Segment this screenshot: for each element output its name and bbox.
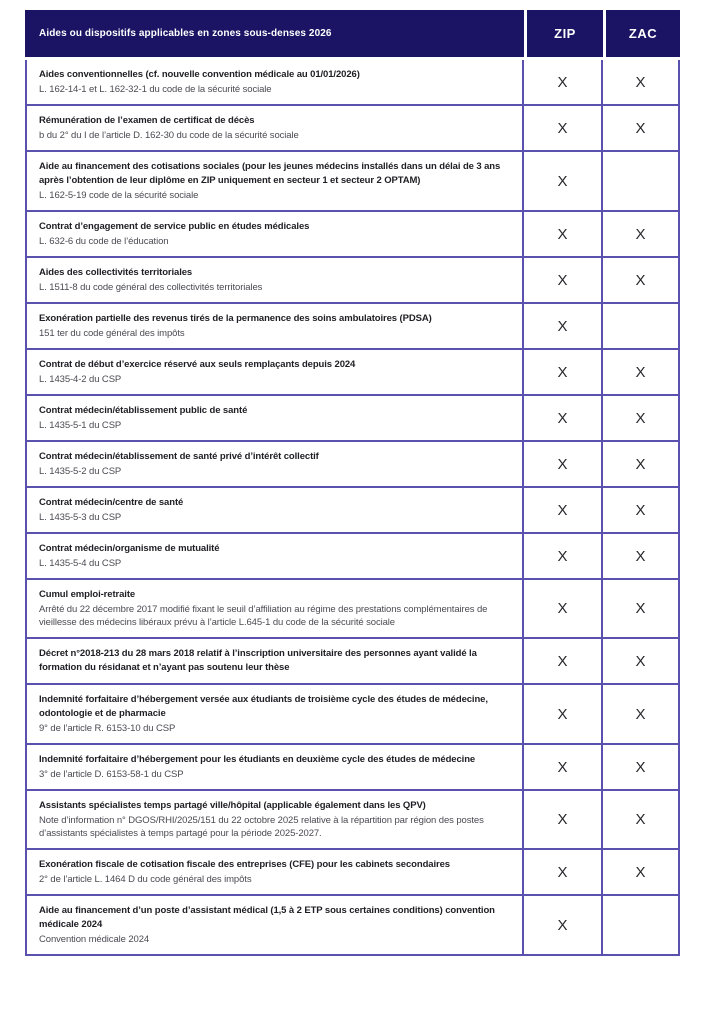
table-row: [27, 578, 678, 637]
aid-reference: 151 ter du code général des impôts: [39, 328, 185, 339]
zip-cell: X: [522, 258, 601, 302]
zac-cell: X: [601, 488, 678, 532]
aid-reference: L. 1435-5-2 du CSP: [39, 466, 122, 477]
aid-reference: L. 162-14-1 et L. 162-32-1 du code de la sécurité sociale: [39, 84, 272, 95]
zip-cell: X: [522, 442, 601, 486]
zac-cell: [601, 896, 678, 954]
table-body: [25, 60, 680, 956]
aid-title: Contrat médecin/établissement public de santé: [39, 405, 248, 416]
aid-reference: L. 632-6 du code de l’éducation: [39, 236, 169, 247]
table-row: [27, 348, 678, 394]
aid-reference: 2° de l’article L. 1464 D du code général des impôts: [39, 874, 252, 885]
zac-cell: X: [601, 60, 678, 104]
zac-cell: X: [601, 534, 678, 578]
zip-cell: X: [522, 745, 601, 789]
aid-title: Aide au financement d’un poste d’assistant médical (1,5 à 2 ETP sous certaines conditions) convention médicale 2024: [39, 905, 495, 930]
zac-cell: X: [601, 258, 678, 302]
zac-cell: [601, 304, 678, 348]
aid-title: Contrat médecin/établissement de santé privé d’intérêt collectif: [39, 451, 319, 462]
aid-cell: [27, 396, 522, 440]
zac-cell: X: [601, 442, 678, 486]
aid-cell: [27, 152, 522, 210]
table-row: [27, 394, 678, 440]
zip-cell: X: [522, 580, 601, 637]
zip-cell: X: [522, 152, 601, 210]
aid-cell: [27, 60, 522, 104]
table-row: [27, 637, 678, 683]
table-row: [27, 743, 678, 789]
zip-cell: X: [522, 106, 601, 150]
table-row: [27, 302, 678, 348]
table-row: [27, 848, 678, 894]
aid-reference: Arrêté du 22 décembre 2017 modifié fixant le seuil d’affiliation au régime des prestations complémentaires de vieillesse des médecins libéraux prévu à l’article L.645-1 du code de la sécurité sociale: [39, 604, 488, 628]
aid-reference: L. 1435-5-4 du CSP: [39, 558, 122, 569]
aid-title: Décret n°2018-213 du 28 mars 2018 relatif à l’inscription universitaire des personnes ayant validé la formation du résidanat et n’ayant pas soutenu leur thèse: [39, 648, 477, 673]
zip-cell: X: [522, 304, 601, 348]
aid-cell: [27, 212, 522, 256]
zac-cell: X: [601, 850, 678, 894]
zip-cell: X: [522, 212, 601, 256]
aid-title: Contrat médecin/organisme de mutualité: [39, 543, 220, 554]
aid-reference: L. 1435-5-1 du CSP: [39, 420, 122, 431]
zip-cell: X: [522, 350, 601, 394]
zac-cell: X: [601, 639, 678, 683]
aid-reference: 9° de l’article R. 6153-10 du CSP: [39, 723, 176, 734]
aid-title: Cumul emploi-retraite: [39, 589, 136, 600]
table-row: [27, 60, 678, 104]
aid-cell: [27, 791, 522, 848]
table-row: [27, 894, 678, 954]
aid-title: Exonération partielle des revenus tirés de la permanence des soins ambulatoires (PDSA): [39, 313, 432, 324]
table-row: [27, 683, 678, 743]
aid-cell: [27, 488, 522, 532]
aid-reference: L. 1511-8 du code général des collectivités territoriales: [39, 282, 263, 293]
aid-title: Indemnité forfaitaire d’hébergement pour les étudiants en deuxième cycle des études de médecine: [39, 754, 476, 765]
zac-cell: X: [601, 745, 678, 789]
zip-cell: X: [522, 639, 601, 683]
aid-title: Rémunération de l’examen de certificat de décès: [39, 115, 255, 126]
aid-cell: [27, 304, 522, 348]
zac-cell: X: [601, 580, 678, 637]
aid-cell: [27, 639, 522, 683]
table-row: [27, 486, 678, 532]
zac-cell: X: [601, 685, 678, 743]
zip-cell: X: [522, 534, 601, 578]
table-row: [27, 256, 678, 302]
table-row: [27, 789, 678, 848]
aid-title: Indemnité forfaitaire d’hébergement versée aux étudiants de troisième cycle des études de médecine, odontologie et de pharmacie: [39, 694, 488, 719]
aid-title: Contrat de début d’exercice réservé aux seuls remplaçants depuis 2024: [39, 359, 356, 370]
zip-cell: X: [522, 685, 601, 743]
header-title: Aides ou dispositifs applicables en zones sous-denses 2026: [39, 28, 332, 39]
aid-reference: b du 2° du I de l’article D. 162-30 du code de la sécurité sociale: [39, 130, 299, 141]
aid-cell: [27, 258, 522, 302]
aid-cell: [27, 350, 522, 394]
zac-cell: X: [601, 212, 678, 256]
header-col-zac: ZAC: [603, 10, 680, 57]
aid-cell: [27, 685, 522, 743]
zip-cell: X: [522, 488, 601, 532]
aid-title: Exonération fiscale de cotisation fiscale des entreprises (CFE) pour les cabinets secondaires: [39, 859, 450, 870]
aid-cell: [27, 534, 522, 578]
aids-table: [25, 10, 680, 956]
zip-cell: X: [522, 60, 601, 104]
zac-cell: X: [601, 106, 678, 150]
zip-cell: X: [522, 896, 601, 954]
aid-cell: [27, 442, 522, 486]
aid-title: Aides conventionnelles (cf. nouvelle convention médicale au 01/01/2026): [39, 69, 360, 80]
aid-title: Contrat médecin/centre de santé: [39, 497, 184, 508]
zip-cell: X: [522, 396, 601, 440]
table-row: [27, 440, 678, 486]
zip-cell: X: [522, 791, 601, 848]
aid-cell: [27, 850, 522, 894]
header-col-zip: ZIP: [524, 10, 603, 57]
aid-title: Assistants spécialistes temps partagé ville/hôpital (applicable également dans les QPV): [39, 800, 426, 811]
aid-reference: L. 1435-5-3 du CSP: [39, 512, 122, 523]
aid-title: Aide au financement des cotisations sociales (pour les jeunes médecins installés dans un délai de 3 ans après l’obtention de leur diplôme en ZIP uniquement en secteur 1 et secteur 2 OPTAM): [39, 161, 501, 186]
zac-cell: [601, 152, 678, 210]
zac-cell: X: [601, 791, 678, 848]
aid-reference: Convention médicale 2024: [39, 934, 150, 945]
zac-cell: X: [601, 350, 678, 394]
aid-reference: L. 162-5-19 code de la sécurité sociale: [39, 190, 199, 201]
table-row: [27, 150, 678, 210]
table-row: [27, 104, 678, 150]
aid-cell: [27, 745, 522, 789]
table-header-row: [25, 10, 680, 57]
aid-cell: [27, 106, 522, 150]
aid-cell: [27, 580, 522, 637]
table-row: [27, 532, 678, 578]
aid-reference: 3° de l’article D. 6153-58-1 du CSP: [39, 769, 184, 780]
aid-title: Contrat d’engagement de service public en études médicales: [39, 221, 310, 232]
aid-cell: [27, 896, 522, 954]
zac-cell: X: [601, 396, 678, 440]
table-row: [27, 210, 678, 256]
aid-reference: L. 1435-4-2 du CSP: [39, 374, 122, 385]
aid-reference: Note d’information n° DGOS/RHI/2025/151 du 22 octobre 2025 relative à la répartition par région des postes d’assistants spécialistes à temps partagé pour la période 2025-2027.: [39, 815, 484, 839]
aid-title: Aides des collectivités territoriales: [39, 267, 193, 278]
zip-cell: X: [522, 850, 601, 894]
